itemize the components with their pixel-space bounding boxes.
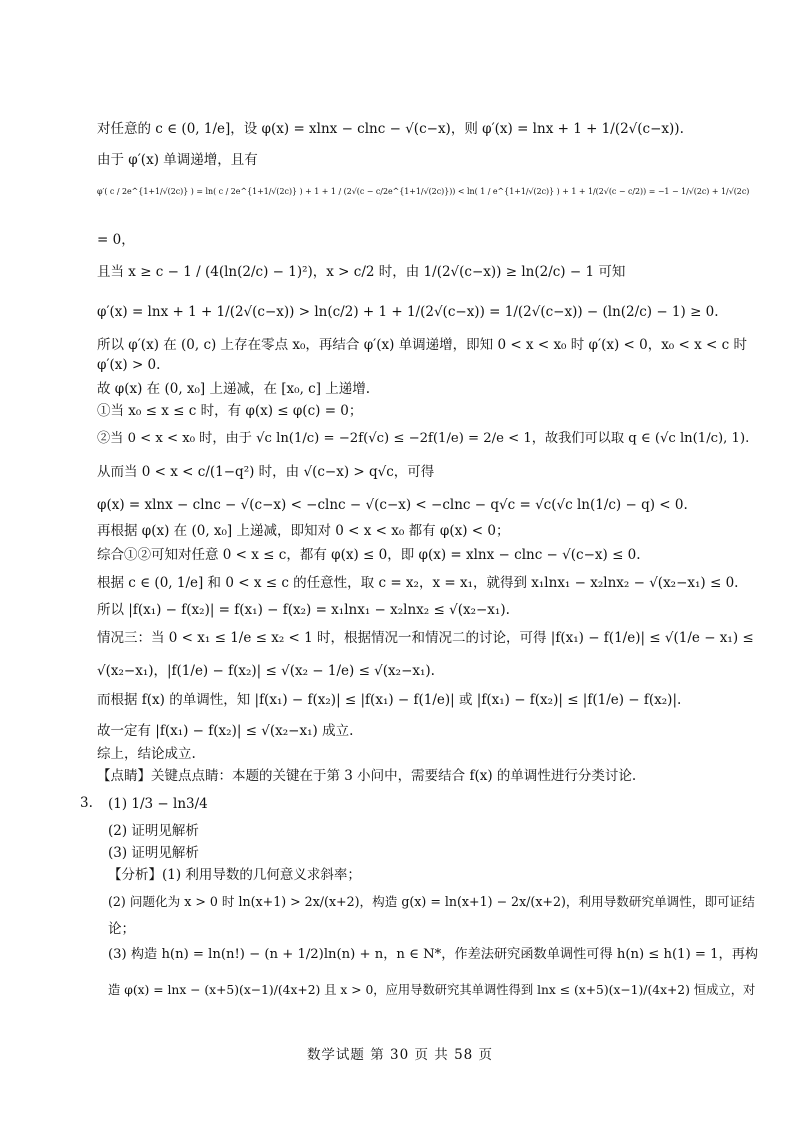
text-line: 从而当 0 < x < c/(1−q²) 时，由 √(c−x) > q√c，可得 (97, 464, 435, 480)
answer-line: (1) 1/3 − ln3/4 (108, 796, 208, 812)
text-line: 根据 c ∈ (0, 1/e] 和 0 < x ≤ c 的任意性，取 c = x₂，x = x₁，就得到 x₁lnx₁ − x₂lnx₂ − √(x₂−x₁) ≤ 0. (97, 575, 739, 591)
text-line: ②当 0 < x < x₀ 时，由于 √c ln(1/c) = −2f(√c) ≤ −2f(1/e) = 2/e < 1，故我们可以取 q ∈ (√c ln(1/c), 1). (97, 431, 750, 446)
analysis-line: 论； (108, 921, 135, 937)
text-line: √(x₂−x₁)，|f(1/e) − f(x₂)| ≤ √(x₂ − 1/e) ≤ √(x₂−x₁). (97, 663, 435, 679)
text-line: 故一定有 |f(x₁) − f(x₂)| ≤ √(x₂−x₁) 成立. (97, 723, 354, 739)
text-line: 再根据 φ(x) 在 (0, x₀] 上递减，即知对 0 < x < x₀ 都有 φ(x) < 0； (97, 523, 510, 539)
text-line: 情况三：当 0 < x₁ ≤ 1/e ≤ x₂ < 1 时，根据情况一和情况二的讨论，可得 |f(x₁) − f(1/e)| ≤ √(1/e − x₁) ≤ (97, 630, 754, 646)
text-line: φ(x) = xlnx − clnc − √(c−x) < −clnc − √(c−x) < −clnc − q√c = √c(√c ln(1/c) − q) < 0. (97, 497, 688, 513)
text-line: 综合①②可知对任意 0 < x ≤ c，都有 φ(x) ≤ 0，即 φ(x) = xlnx − clnc − √(c−x) ≤ 0. (97, 547, 641, 563)
text-line: φ′( c / 2e^{1+1/√(2c)} ) = ln( c / 2e^{1+1/√(2c)} ) + 1 + 1 / (2√(c − c/2e^{1+1/√(2c)})) < ln( 1 / e^{1+1/√(2c)} ) + 1 + 1/(2√(c − c/2)) = −1 − 1/√(2c) + 1/√(2c) (97, 187, 750, 196)
text-line: φ′(x) > 0. (97, 357, 161, 373)
text-line: = 0， (97, 232, 135, 248)
text-line: φ′(x) = lnx + 1 + 1/(2√(c−x)) > ln(c/2) + 1 + 1/(2√(c−x)) = 1/(2√(c−x)) − (ln(2/c) − 1) ≥ 0. (97, 304, 719, 320)
text-line: 对任意的 c ∈ (0, 1/e]，设 φ(x) = xlnx − clnc − √(c−x)，则 φ′(x) = lnx + 1 + 1/(2√(c−x)). (97, 121, 684, 137)
answer-line: (2) 证明见解析 (108, 823, 199, 839)
text-line: 所以 |f(x₁) − f(x₂)| = f(x₁) − f(x₂) = x₁lnx₁ − x₂lnx₂ ≤ √(x₂−x₁). (97, 602, 510, 618)
text-line: ①当 x₀ ≤ x ≤ c 时，有 φ(x) ≤ φ(c) = 0； (97, 403, 363, 419)
analysis-line: (2) 问题化为 x > 0 时 ln(x+1) > 2x/(x+2)，构造 g(x) = ln(x+1) − 2x/(x+2)，利用导数研究单调性，即可证结 (108, 894, 755, 909)
text-line: 故 φ(x) 在 (0, x₀] 上递减，在 [x₀, c] 上递增. (97, 381, 371, 397)
text-line: 由于 φ′(x) 单调递增，且有 (97, 152, 258, 168)
analysis-line: 【分析】(1) 利用导数的几何意义求斜率； (108, 867, 361, 883)
analysis-line: 造 φ(x) = lnx − (x+5)(x−1)/(4x+2) 且 x > 0，应用导数研究其单调性得到 lnx ≤ (x+5)(x−1)/(4x+2) 恒成立，对 (108, 983, 756, 997)
page-footer: 数学试题 第 30 页 共 58 页 (306, 1047, 494, 1063)
text-line: 且当 x ≥ c − 1 / (4(ln(2/c) − 1)²)，x > c/2 时，由 1/(2√(c−x)) ≥ ln(2/c) − 1 可知 (97, 264, 626, 280)
analysis-line: (3) 构造 h(n) = ln(n!) − (n + 1/2)ln(n) + n，n ∈ N*，作差法研究函数单调性可得 h(n) ≤ h(1) = 1，再构 (108, 947, 759, 962)
text-line: 所以 φ′(x) 在 (0, c) 上存在零点 x₀，再结合 φ′(x) 单调递增，即知 0 < x < x₀ 时 φ′(x) < 0，x₀ < x < c 时 (97, 337, 747, 353)
question-number: 3. (80, 795, 93, 811)
text-line: 而根据 f(x) 的单调性，知 |f(x₁) − f(x₂)| ≤ |f(x₁) − f(1/e)| 或 |f(x₁) − f(x₂)| ≤ |f(1/e) − f(x₂)|. (97, 692, 682, 708)
answer-line: (3) 证明见解析 (108, 845, 199, 861)
text-line: 综上，结论成立. (97, 746, 196, 762)
text-line: 【点睛】关键点点睛：本题的关键在于第 3 小问中，需要结合 f(x) 的单调性进行分类讨论. (97, 768, 637, 784)
